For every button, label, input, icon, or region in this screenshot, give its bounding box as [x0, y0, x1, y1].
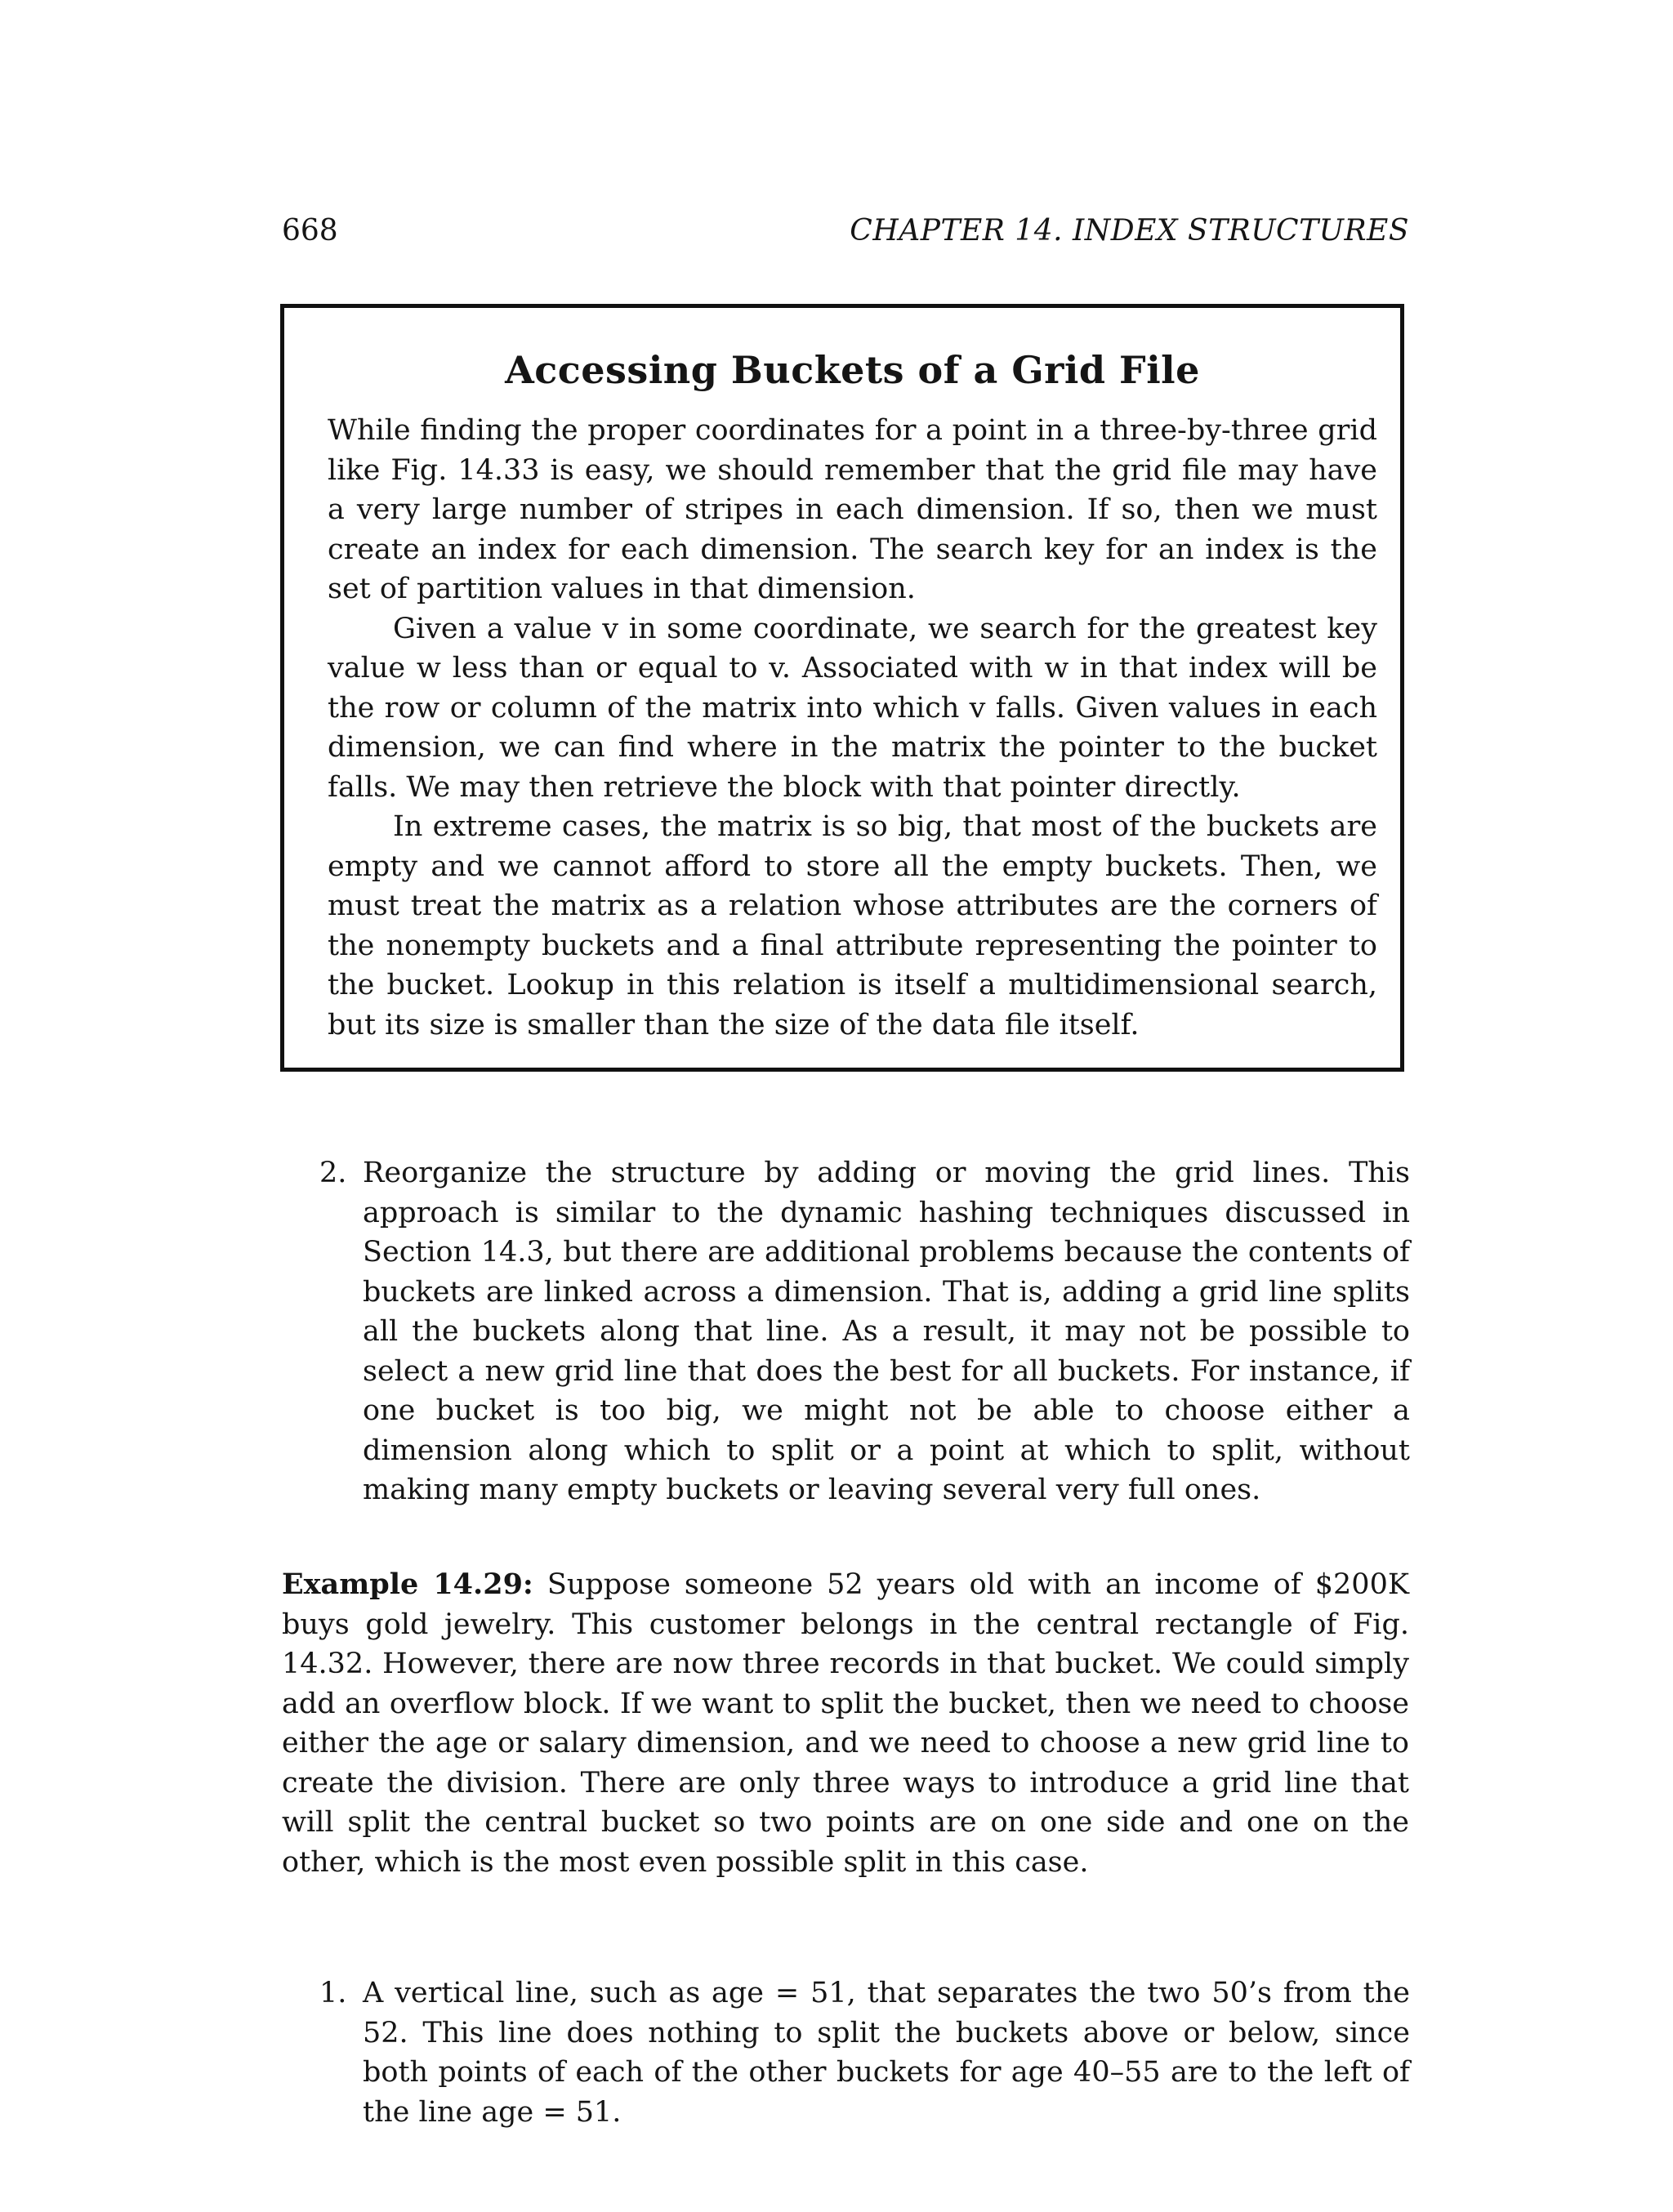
sidebar-title: Accessing Buckets of a Grid File: [505, 348, 1200, 392]
list-item-marker: 2.: [319, 1157, 347, 1189]
list-item-marker: 1.: [319, 1977, 347, 2009]
list-item: [319, 1153, 1410, 1510]
running-header: [282, 214, 1409, 255]
sidebar-content: [328, 347, 1377, 1045]
sidebar-box: [280, 304, 1404, 1072]
example-text: Suppose someone 52 years old with an income of $200K buys gold jewelry. This customer belongs in the central rectangle of Fig. 14.32. However, there are now three records in that bucket. We could simply add an overflow block. If we want to split the bucket, then we need to choose either the age or salary dimension, and we need to choose a new grid line to create the division. There are only three ways to introduce a grid line that will split the central bucket so two points are on one side and one on the other, which is the most even possible split in this case.: [282, 1568, 1409, 1879]
list-item-text: A vertical line, such as age = 51, that separates the two 50’s from the 52. This line does nothing to split the buckets above or below, since both points of each of the other buckets for age 40–55 are to the left of the line age = 51.: [363, 1977, 1410, 2129]
list-item: [319, 1973, 1410, 2132]
sidebar-paragraph: Given a value v in some coordinate, we search for the greatest key value w less than or equal to v. Associated with w in that index will be the row or column of the matrix into which v falls. Given values in each dimension, we can find where in the matrix the pointer to the bucket falls. We may then retrieve the block with that pointer directly.: [328, 612, 1377, 804]
sidebar-paragraph: While finding the proper coordinates for a point in a three-by-three grid like Fig. 14.33 is easy, we should remember that the grid file may have a very large number of stripes in each dimension. If so, then we must create an index for each dimension. The search key for an index is the set of partition values in that dimension.: [328, 414, 1377, 605]
sidebar-paragraph: In extreme cases, the matrix is so big, that most of the buckets are empty and we cannot afford to store all the empty buckets. Then, we must treat the matrix as a relation whose attributes are the corners of the nonempty buckets and a final attribute representing the pointer to the bucket. Lookup in this relation is itself a multidimensional search, but its size is smaller than the size of the data file itself.: [328, 810, 1377, 1041]
example-label: Example 14.29:: [282, 1568, 533, 1601]
numbered-list: [319, 1973, 1410, 2132]
numbered-list: [319, 1153, 1410, 1510]
page-number: 668: [282, 214, 338, 248]
list-item-text: Reorganize the structure by adding or moving the grid lines. This approach is similar to the dynamic hashing techniques discussed in Section 14.3, but there are additional problems because the contents of buckets are linked across a dimension. That is, adding a grid line splits all the buckets along that line. As a result, it may not be possible to select a new grid line that does the best for all buckets. For instance, if one bucket is too big, we might not be able to choose either a dimension along which to split or a point at which to split, without making many empty buckets or leaving several very full ones.: [363, 1157, 1410, 1506]
chapter-title: CHAPTER 14. INDEX STRUCTURES: [850, 214, 1409, 248]
example-paragraph: [282, 1565, 1409, 1882]
